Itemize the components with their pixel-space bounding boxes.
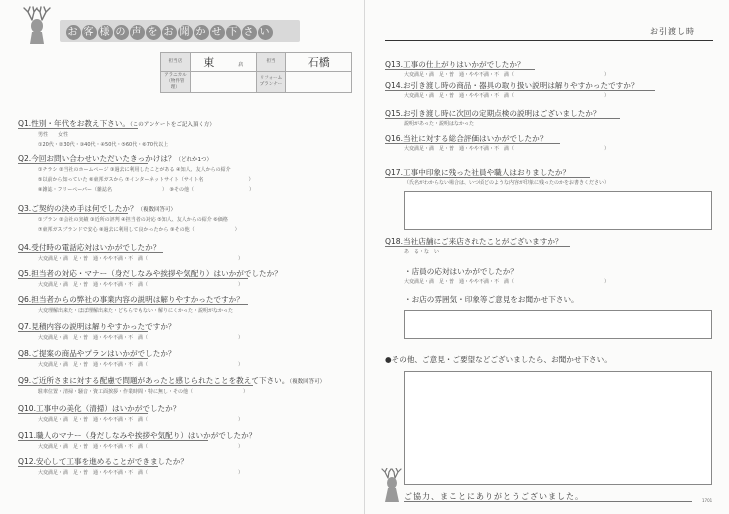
q2-options[interactable]: ⑧雑誌・フリーペーパー（雑誌名 ） ⑨その他（ ）: [38, 187, 255, 193]
q12-underline: [18, 466, 158, 467]
planner-value: [286, 72, 352, 93]
q17-answer-box[interactable]: [404, 191, 712, 230]
page-title: [66, 23, 274, 40]
q17-options[interactable]: （氏名がわからない場合は、いつ頃どのような内容が印象に残ったのかをお書きください）: [404, 180, 610, 186]
shop-impression-box[interactable]: [404, 310, 712, 339]
q6-options[interactable]: 大変理解出来た・ほぼ理解出来た・どちらでもない・解りにくかった・説明がなかった: [38, 308, 233, 314]
branch-label: 担当店: [161, 53, 191, 72]
q1-options[interactable]: 男性 女性: [38, 132, 69, 138]
q8-underline: [18, 358, 148, 359]
q3-options[interactable]: ①プラン ②会社の実績 ③近所の評判 ④担当者の対応 ⑤知人、友人からの紹介 ⑥価格: [38, 217, 228, 223]
q13-options[interactable]: 大変満足・満 足・普 通・やや不満・不 満（ ）: [404, 72, 610, 78]
title-char: 様: [99, 27, 112, 38]
q17-underline: [385, 177, 590, 178]
q1-text: Q1.性別・年代をお教え下さい。: [18, 119, 130, 128]
q18b-question: ・お店の雰囲気・印象等ご意見をお聞かせ下さい。: [404, 295, 579, 304]
q8-options[interactable]: 大変満足・満 足・普 通・やや不満・不 満（ ）: [38, 362, 244, 368]
thanks-rule: [404, 501, 692, 502]
q11-underline: [18, 440, 208, 441]
title-char: 声: [131, 27, 144, 38]
title-char: 下: [227, 27, 240, 38]
q15-options[interactable]: 説明があった・説明はなかった: [404, 121, 474, 127]
adviser-label: アラニカル（物件管理）: [161, 72, 191, 93]
q9-options[interactable]: 駐車位置・清掃・騒音・資工面挨拶・作業時間・特に無し・その他（ ）: [38, 389, 249, 395]
store-staff-table: [160, 52, 352, 93]
branch-value: 東 店: [190, 53, 256, 72]
q10-options[interactable]: 大変満足・満 足・普 通・やや不満・不 満（ ）: [38, 417, 244, 423]
q13-question: Q13.工事の仕上がりはいかがでしたか？: [385, 60, 525, 69]
q16-underline: [385, 143, 560, 144]
q2-text: Q2.今回お問い合わせいただいたきっかけは？: [18, 154, 176, 163]
q2-underline: [18, 163, 148, 164]
adviser-value: [190, 72, 256, 93]
q19-question: ●その他、ご意見・ご要望などございましたら、お聞かせ下さい。: [385, 355, 612, 364]
q18a-options[interactable]: 大変満足・満 足・普 通・やや不満・不 満（ ）: [404, 279, 610, 285]
q1-hint: （このアンケートをご記入頂く方）: [129, 122, 215, 128]
title-char: の: [115, 27, 128, 38]
q14-options[interactable]: 大変満足・満 足・普 通・やや不満・不 満（ ）: [404, 93, 610, 99]
deer-logo-icon: [20, 6, 58, 44]
right-header-rule: [385, 40, 713, 41]
q4-text: Q4.受付時の電話応対はいかがでしたか？: [18, 243, 161, 252]
form-code: 1701: [702, 498, 713, 503]
title-char: を: [147, 27, 160, 38]
title-char: 客: [83, 27, 96, 38]
q7-options[interactable]: 大変満足・満 足・普 通・やや不満・不 満（ ）: [38, 335, 244, 341]
q16-options[interactable]: 大変満足・満 足・普 通・やや不満・不 満（ ）: [404, 146, 610, 152]
q5-text: Q5.担当者の対応・マナー（身だしなみや挨拶や気配り）はいかがでしたか？: [18, 269, 282, 278]
q3-underline: [18, 213, 128, 214]
q1-options[interactable]: ①20代・②30代・③40代・④50代・⑤60代・⑥70代以上: [38, 142, 169, 148]
q2-options[interactable]: ①チラシ ②当社のホームページ ③過去に利用したことがある ④知人、友人からの紹介: [38, 167, 231, 173]
title-char: い: [259, 27, 272, 38]
q15-underline: [385, 118, 620, 119]
q3-options[interactable]: ⑦東邦ガスブランドで安心 ⑧過去に利用して良かったから ⑨その他（ ）: [38, 227, 240, 233]
q11-text: Q11.職人のマナー（身だしなみや挨拶や気配り）はいかがでしたか？: [18, 431, 257, 440]
q14-question: Q14.お引き渡し時の商品・器具の取り扱い説明は解りやすかったですか？: [385, 81, 639, 90]
q2-hint: （どれか1つ）: [175, 157, 213, 163]
q10-underline: [18, 413, 148, 414]
q2-options[interactable]: ⑤以前から知っていた ⑥東邦ガスから ⑦インターネットサイト（サイト名 ）: [38, 177, 254, 183]
planner-label: リフォームプランナー: [256, 72, 286, 93]
q3-hint: （複数回答可）: [137, 207, 177, 213]
page-spine: [364, 0, 365, 514]
q17-question: Q17.工事中印象に残った社員や職人はおりましたか？: [385, 168, 571, 177]
q8-text: Q8.ご提案の商品やプランはいかがでしたか？: [18, 349, 176, 358]
title-char: さ: [243, 27, 256, 38]
q9-underline: [18, 385, 253, 386]
deer-footer-icon: [380, 468, 404, 502]
q5-options[interactable]: 大変満足・満 足・普 通・やや不満・不 満（ ）: [38, 282, 244, 288]
q18-underline: [385, 246, 570, 247]
title-char: お: [163, 27, 176, 38]
q18-options[interactable]: あ る・な い: [404, 249, 440, 255]
staff-label: 担当: [256, 53, 286, 72]
q16-question: Q16.当社に対する総合評価はいかがでしたか？: [385, 134, 548, 143]
q4-options[interactable]: 大変満足・満 足・普 通・やや不満・不 満（ ）: [38, 256, 244, 262]
q18-question: Q18.当社店舗にご来店されたことがございますか？: [385, 237, 563, 246]
q7-text: Q7.見積内容の説明は解りやすかったですか？: [18, 322, 176, 331]
q12-options[interactable]: 大変満足・満 足・普 通・やや不満・不 満（ ）: [38, 470, 244, 476]
right-page-title: お引渡し時: [650, 27, 695, 36]
q1-underline: [18, 128, 138, 129]
title-char: か: [195, 27, 208, 38]
q10-text: Q10.工事中の美化（清掃）はいかがでしたか？: [18, 404, 181, 413]
q7-underline: [18, 331, 148, 332]
staff-value: 石橋: [286, 53, 352, 72]
q9-hint: （複数回答可）: [289, 379, 326, 385]
q14-underline: [385, 90, 655, 91]
q5-underline: [18, 278, 248, 279]
thank-you-message: ご協力、まことにありがとうございました。: [404, 492, 584, 501]
q6-underline: [18, 304, 248, 305]
q12-text: Q12.安心して工事を進めることができましたか？: [18, 457, 188, 466]
title-char: 聞: [179, 27, 192, 38]
q9-text: Q9.ご近所さまに対する配慮で問題があったと感じられたことを教えて下さい。: [18, 376, 290, 385]
title-char: せ: [211, 27, 224, 38]
q18a-question: ・店員の応対はいかがでしたか？: [404, 267, 518, 276]
q3-text: Q3.ご契約の決め手は何でしたか？: [18, 204, 138, 213]
q13-underline: [385, 69, 535, 70]
q4-underline: [18, 252, 163, 253]
other-comments-box[interactable]: [404, 371, 712, 485]
title-char: お: [67, 27, 80, 38]
q15-question: Q15.お引き渡し時に次回の定期点検の説明はございましたか？: [385, 109, 601, 118]
q6-text: Q6.担当者からの弊社の事業内容の説明は解りやすかったですか？: [18, 295, 244, 304]
q11-options[interactable]: 大変満足・満 足・普 通・やや不満・不 満（ ）: [38, 444, 244, 450]
